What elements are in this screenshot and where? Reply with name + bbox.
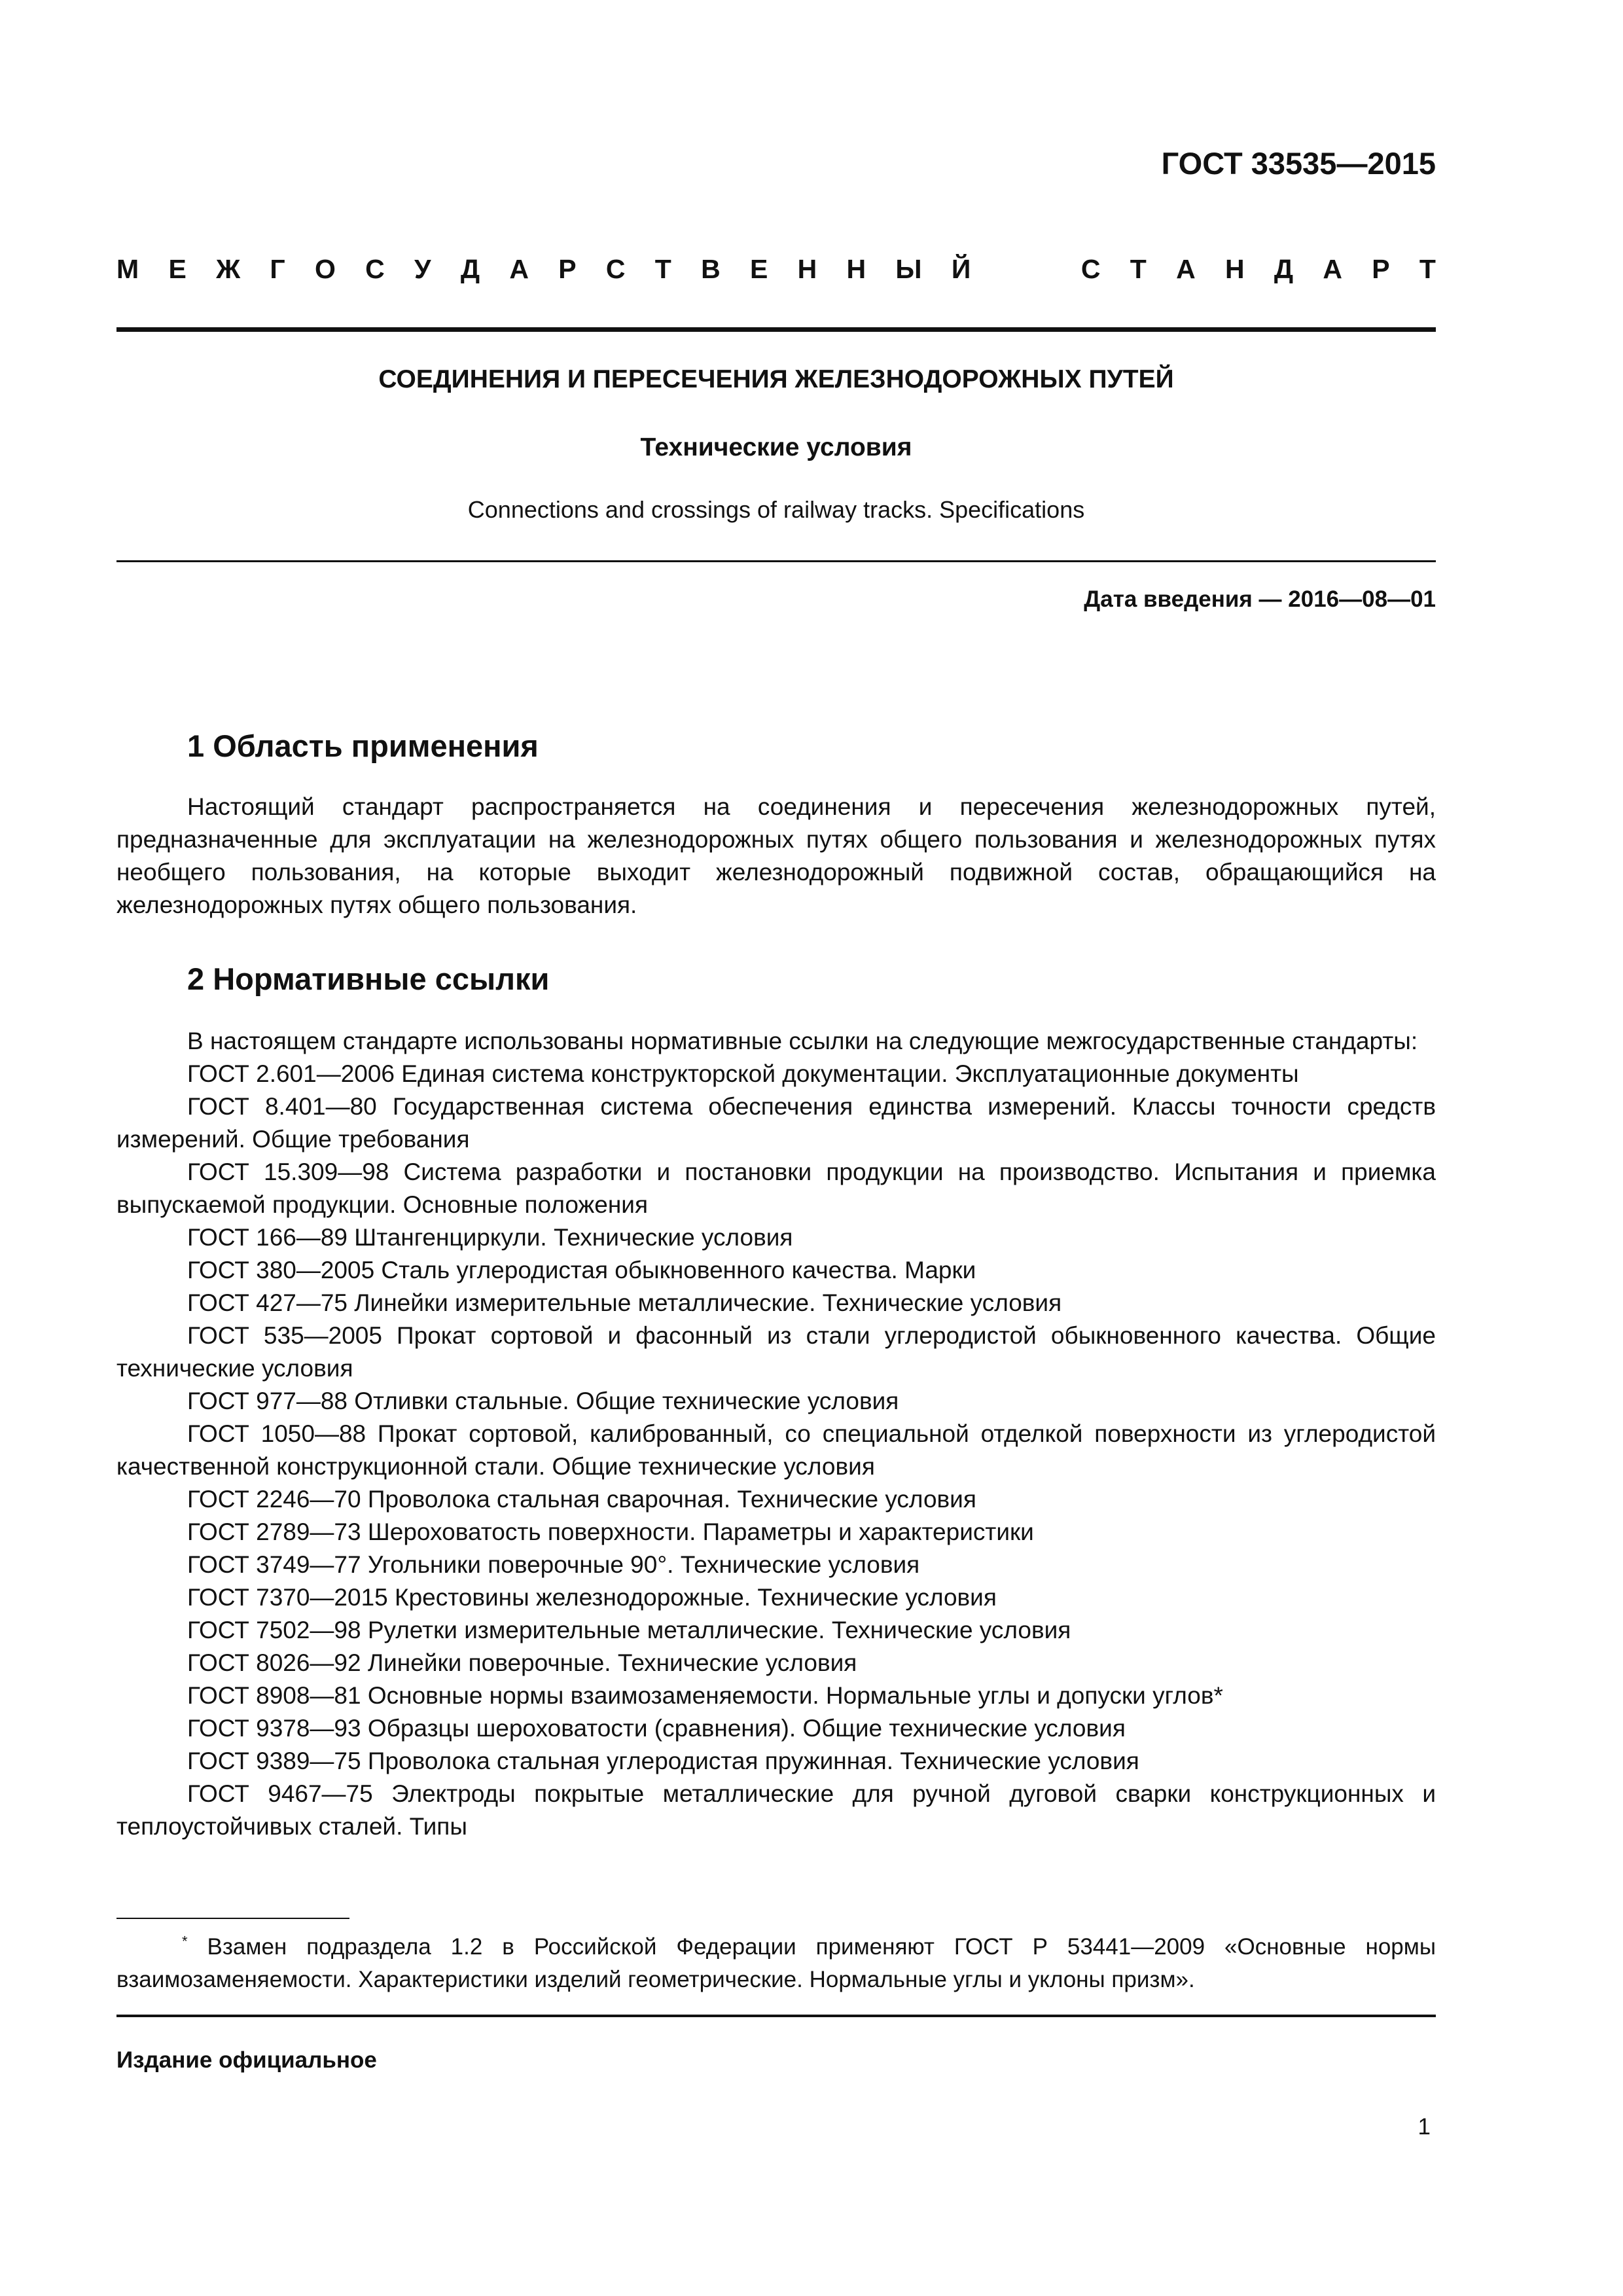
letter: А	[509, 254, 529, 284]
letter: У	[414, 254, 431, 284]
letter: Д	[460, 254, 480, 284]
interstate-standard-heading	[116, 254, 1436, 293]
reference-item: ГОСТ 977—88 Отливки стальные. Общие технические условия	[187, 1388, 899, 1414]
letter: Е	[168, 254, 187, 284]
letter: С	[605, 254, 626, 284]
letter: А	[1176, 254, 1196, 284]
reference-item: ГОСТ 9467—75 Электроды покрытые металлические для ручной дуговой сварки конструкционных и теплоустойчивых сталей. Типы	[116, 1780, 1436, 1840]
reference-item: ГОСТ 2.601—2006 Единая система конструкторской документации. Эксплуатационные документы	[187, 1060, 1299, 1087]
letter: В	[701, 254, 721, 284]
letter: Г	[270, 254, 285, 284]
footnote-marker: *	[182, 1933, 188, 1950]
scope-paragraph: Настоящий стандарт распространяется на соединения и пересечения железнодорожных путей, предназначенные для эксплуатации на железнодорожных путях общего пользования и железнодорожных путях необщего пользования, на которые выходит железнодорожный подвижной состав, обращающийся на железнодорожных путях общего пользования.	[116, 793, 1436, 918]
footnote-divider	[116, 1918, 349, 1919]
reference-item: ГОСТ 8.401—80 Государственная система обеспечения единства измерений. Классы точности средств измерений. Общие требования	[116, 1093, 1436, 1153]
reference-item: ГОСТ 380—2005 Сталь углеродистая обыкновенного качества. Марки	[187, 1257, 976, 1283]
introduction-date: Дата введения — 2016—08—01	[1084, 586, 1436, 612]
reference-item: ГОСТ 1050—88 Прокат сортовой, калиброванный, со специальной отделкой поверхности из углеродистой качественной конструкционной стали. Общие технические условия	[116, 1420, 1436, 1480]
header-divider	[116, 327, 1436, 332]
word-gap	[1001, 254, 1052, 293]
footnote	[116, 1931, 1436, 1996]
official-edition-label: Издание официальное	[116, 2047, 377, 2073]
gost-number: ГОСТ 33535—2015	[1161, 146, 1436, 181]
document-page	[116, 0, 1436, 2296]
letter: Д	[1274, 254, 1294, 284]
reference-item: ГОСТ 166—89 Штангенциркули. Технические условия	[187, 1224, 793, 1251]
footer-divider	[116, 2015, 1436, 2017]
letter: С	[365, 254, 385, 284]
letter: Т	[1130, 254, 1147, 284]
reference-item: ГОСТ 2246—70 Проволока стальная сварочная. Технические условия	[187, 1486, 976, 1513]
letter: Ж	[216, 254, 241, 284]
letter: Т	[654, 254, 671, 284]
references-intro: В настоящем стандарте использованы нормативные ссылки на следующие межгосударственные стандарты:	[187, 1028, 1418, 1054]
letter: Р	[1372, 254, 1390, 284]
title-divider	[116, 560, 1436, 562]
footnote-text: Взамен подраздела 1.2 в Российской Федерации применяют ГОСТ Р 53441—2009 «Основные нормы взаимозаменяемости. Характеристики изделий геометрические. Нормальные углы и уклоны призм».	[116, 1934, 1436, 1992]
reference-item: ГОСТ 8908—81 Основные нормы взаимозаменяемости. Нормальные углы и допуски углов*	[187, 1682, 1223, 1709]
reference-item: ГОСТ 9389—75 Проволока стальная углеродистая пружинная. Технические условия	[187, 1748, 1139, 1774]
page-number: 1	[1418, 2114, 1431, 2140]
letter: Ы	[895, 254, 922, 284]
section-heading-scope: 1 Область применения	[187, 728, 539, 763]
reference-item: ГОСТ 8026—92 Линейки поверочные. Технические условия	[187, 1649, 857, 1676]
reference-item: ГОСТ 15.309—98 Система разработки и постановки продукции на производство. Испытания и приемка выпускаемой продукции. Основные положения	[116, 1158, 1436, 1218]
document-title: СОЕДИНЕНИЯ И ПЕРЕСЕЧЕНИЯ ЖЕЛЕЗНОДОРОЖНЫХ ПУТЕЙ	[378, 365, 1174, 393]
letter: О	[314, 254, 336, 284]
letter: Н	[1224, 254, 1245, 284]
reference-item: ГОСТ 7370—2015 Крестовины железнодорожные. Технические условия	[187, 1584, 997, 1611]
reference-item: ГОСТ 9378—93 Образцы шероховатости (сравнения). Общие технические условия	[187, 1715, 1126, 1742]
letter: Е	[749, 254, 768, 284]
references-list	[116, 1025, 1436, 1843]
letter: Н	[846, 254, 866, 284]
letter: Й	[951, 254, 971, 284]
section-heading-references: 2 Нормативные ссылки	[187, 961, 550, 996]
english-title: Connections and crossings of railway tracks. Specifications	[467, 496, 1085, 523]
reference-item: ГОСТ 427—75 Линейки измерительные металлические. Технические условия	[187, 1289, 1062, 1316]
letter: Р	[558, 254, 577, 284]
reference-item: ГОСТ 535—2005 Прокат сортовой и фасонный из стали углеродистой обыкновенного качества. Общие технические условия	[116, 1322, 1436, 1382]
document-subtitle: Технические условия	[640, 433, 912, 461]
letter: Т	[1419, 254, 1436, 284]
letter: Н	[797, 254, 817, 284]
letter: М	[116, 254, 139, 284]
letter: С	[1080, 254, 1101, 284]
reference-item: ГОСТ 7502—98 Рулетки измерительные металлические. Технические условия	[187, 1617, 1071, 1643]
reference-item: ГОСТ 3749—77 Угольники поверочные 90°. Технические условия	[187, 1551, 920, 1578]
reference-item: ГОСТ 2789—73 Шероховатость поверхности. Параметры и характеристики	[187, 1518, 1034, 1545]
letter: А	[1323, 254, 1342, 284]
